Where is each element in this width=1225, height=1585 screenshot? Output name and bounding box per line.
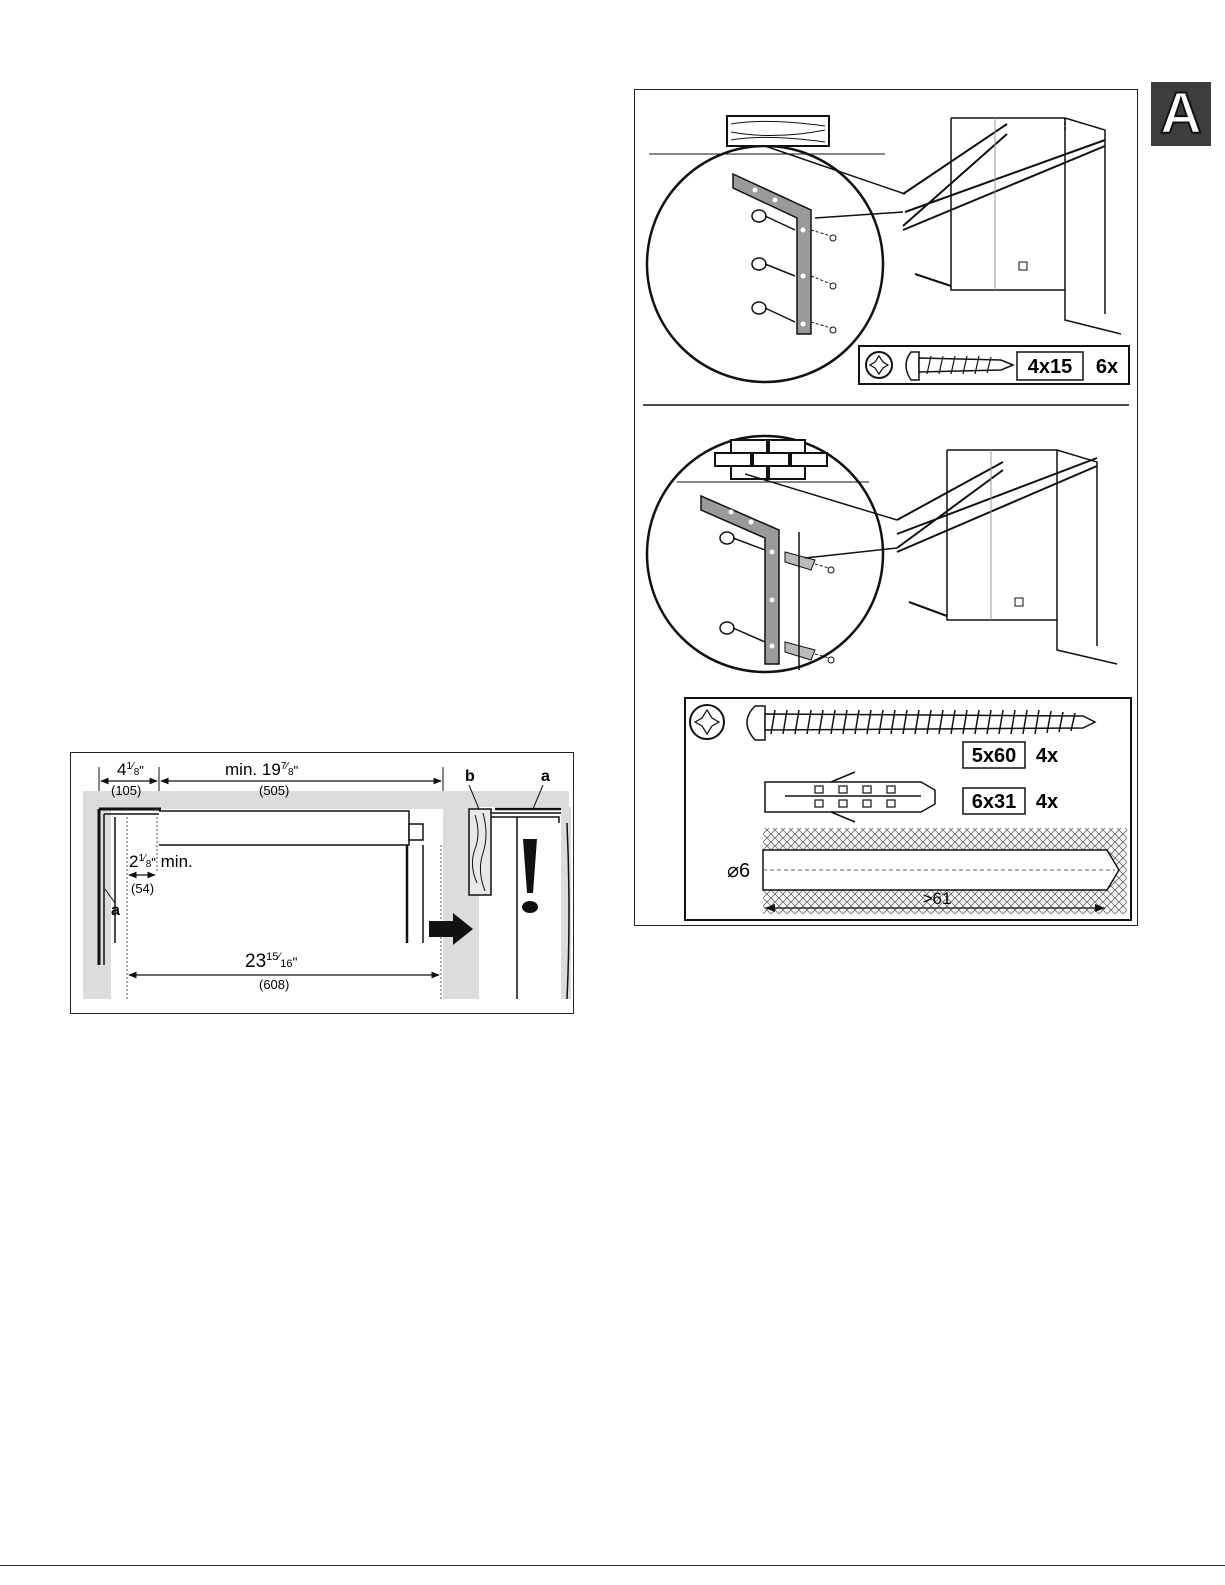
exclamation-icon <box>522 839 538 913</box>
wood-screw-qty: 6x <box>1095 356 1119 378</box>
dim-left-metric: (105) <box>111 783 142 798</box>
label-a-right: a <box>541 768 550 785</box>
wood-grain-icon <box>727 116 829 146</box>
section-tab <box>1151 82 1211 146</box>
dim-top-imperial: min. $19^7⁄_8$" <box>225 760 299 779</box>
masonry-screw-size: 5x60 <box>971 745 1017 767</box>
torx-icon <box>690 705 724 739</box>
wood-wall-section <box>647 116 1129 384</box>
label-a-left: a <box>111 902 120 919</box>
dim-top-metric: (505) <box>259 783 290 798</box>
drill-diameter: ⌀6 <box>727 860 751 882</box>
dim-bottom-imperial: $23^{15}⁄_{16}$" <box>245 951 298 972</box>
section-tab-letter: A <box>1160 81 1202 146</box>
plan-view-drawing <box>71 753 573 1013</box>
wood-screw-size: 4x15 <box>1027 356 1073 378</box>
masonry-wall-section <box>647 436 1131 920</box>
dim-gap-metric: (54) <box>131 881 155 896</box>
footer-rule <box>0 1565 1225 1566</box>
dim-gap-imperial: $2^1⁄_8$" min. <box>129 852 193 871</box>
label-b: b <box>465 768 475 785</box>
torx-icon <box>866 352 892 378</box>
masonry-screw-qty: 4x <box>1035 745 1059 767</box>
mounting-bracket-drawing <box>635 90 1137 925</box>
plan-view-figure <box>70 752 574 1014</box>
dim-left-imperial: $4^1⁄_8$" <box>117 760 144 779</box>
dowel-size: 6x31 <box>971 791 1017 813</box>
dowel-qty: 4x <box>1035 791 1059 813</box>
mounting-bracket-figure <box>634 89 1138 926</box>
dim-bottom-metric: (608) <box>259 977 290 992</box>
drill-depth: >61 <box>922 889 952 908</box>
